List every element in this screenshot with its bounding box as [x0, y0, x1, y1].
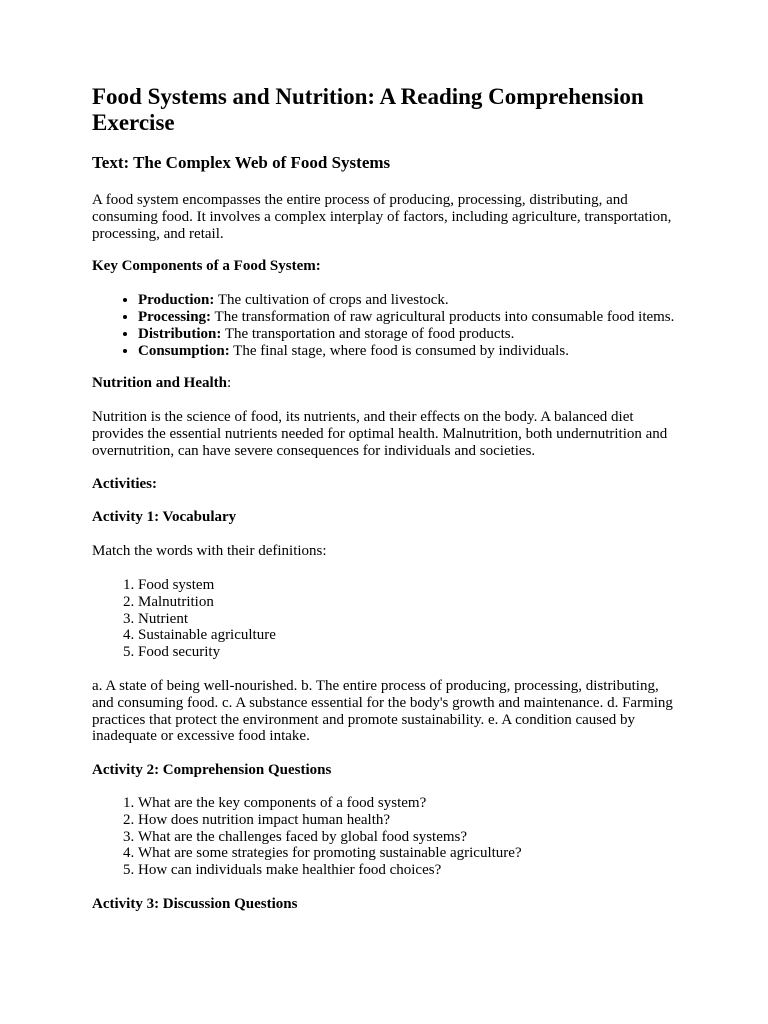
- list-item: 5. How can individuals make healthier food choices?: [138, 862, 682, 879]
- list-item: 3. What are the challenges faced by global food systems?: [138, 829, 682, 846]
- comprehension-questions-list: [92, 795, 682, 879]
- list-item: 5. Food security: [138, 644, 682, 661]
- activity2-heading: Activity 2: Comprehension Questions: [92, 762, 332, 779]
- component-term: Distribution:: [138, 325, 222, 342]
- list-item: 2. How does nutrition impact human health?: [138, 812, 682, 829]
- list-item: [138, 309, 682, 326]
- list-item: 2. Malnutrition: [138, 594, 682, 611]
- list-item: [138, 343, 682, 360]
- components-list: [92, 292, 682, 359]
- activity1-heading: Activity 1: Vocabulary: [92, 509, 237, 526]
- list-item: 4. Sustainable agriculture: [138, 627, 682, 644]
- section-subtitle: Text: The Complex Web of Food Systems: [92, 153, 391, 172]
- components-heading: Key Components of a Food System:: [92, 258, 321, 275]
- document-page: [92, 84, 682, 913]
- nutrition-paragraph: Nutrition is the science of food, its nutrients, and their effects on the body. A balanced diet provides the essential nutrients needed for optimal health. Malnutrition, both undernutrition and overnutrition, can have severe consequences for individuals and societies.: [92, 409, 668, 459]
- component-term: Production:: [138, 292, 215, 309]
- activity3-heading: Activity 3: Discussion Questions: [92, 895, 298, 912]
- list-item: [138, 326, 682, 343]
- component-desc: The final stage, where food is consumed by individuals.: [229, 342, 569, 359]
- nutrition-heading: [92, 375, 682, 392]
- nutrition-heading-text: Nutrition and Health: [92, 375, 228, 392]
- component-term: Processing:: [138, 308, 212, 325]
- component-term: Consumption:: [138, 342, 230, 359]
- list-item: [138, 292, 682, 309]
- component-desc: The transformation of raw agricultural products into consumable food items.: [211, 308, 675, 325]
- component-desc: The transportation and storage of food products.: [221, 325, 515, 342]
- intro-paragraph: A food system encompasses the entire process of producing, processing, distributing, and consuming food. It involves a complex interplay of factors, including agriculture, transportation, processing, and retail.: [92, 192, 672, 242]
- nutrition-heading-colon: :: [227, 375, 232, 392]
- activity1-instruction: Match the words with their definitions:: [92, 543, 327, 560]
- definitions-paragraph: a. A state of being well-nourished. b. The entire process of producing, processing, distributing, and consuming food. c. A substance essential for the body's growth and maintenance. d. Farming practices that protect the environment and promote sustainability. e. A condition caused by inadequate or excessive food intake.: [92, 677, 673, 745]
- vocabulary-list: [92, 577, 682, 661]
- activities-heading: Activities:: [92, 475, 157, 492]
- list-item: 1. What are the key components of a food system?: [138, 795, 682, 812]
- list-item: 4. What are some strategies for promoting sustainable agriculture?: [138, 845, 682, 862]
- document-title: Food Systems and Nutrition: A Reading Comprehension Exercise: [92, 84, 644, 135]
- component-desc: The cultivation of crops and livestock.: [214, 292, 449, 309]
- list-item: 1. Food system: [138, 577, 682, 594]
- list-item: 3. Nutrient: [138, 611, 682, 628]
